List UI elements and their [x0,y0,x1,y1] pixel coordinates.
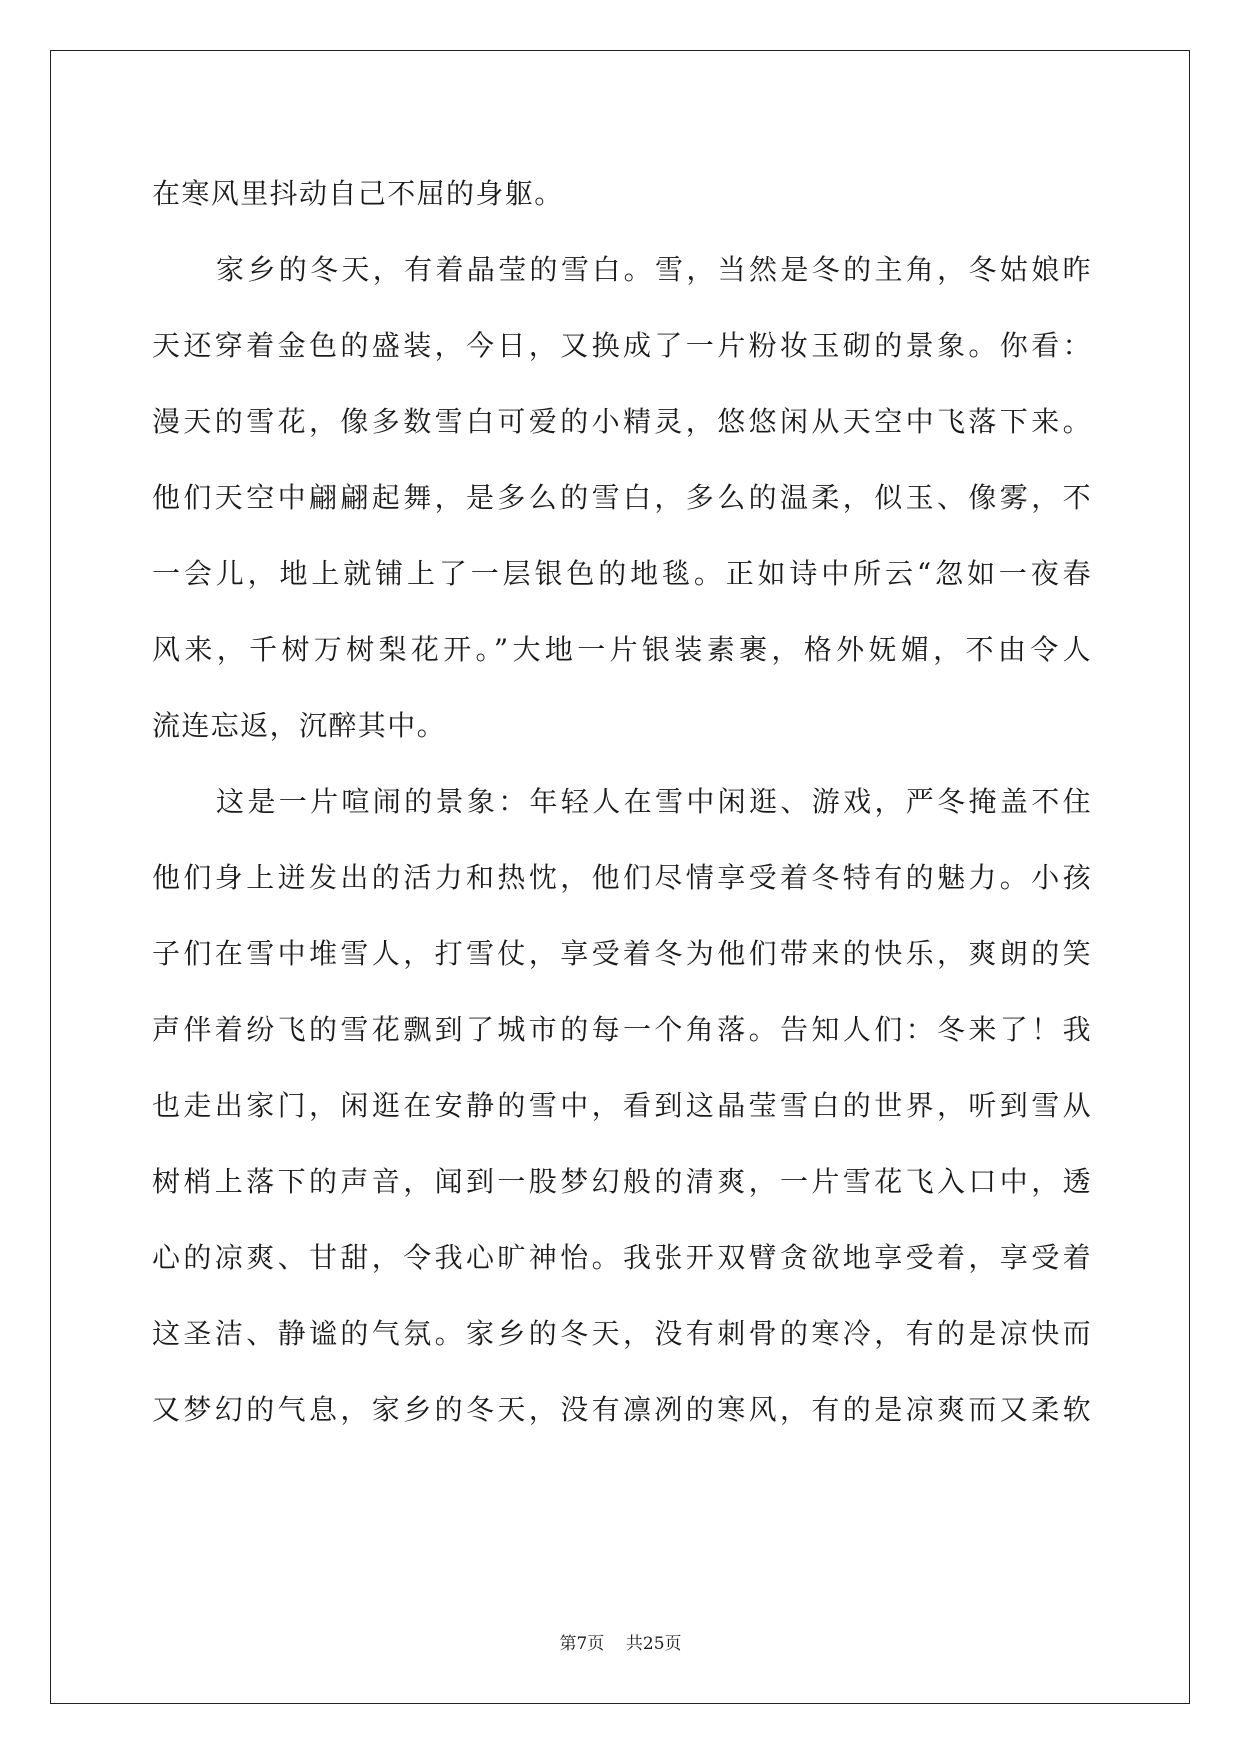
text-line: 漫天的雪花，像多数雪白可爱的小精灵，悠悠闲从天空中飞落下来。 [152,405,1092,438]
text-line: 风来，千树万树梨花开。”大地一片银装素裹，格外妩媚，不由令人 [152,633,1092,666]
text-line: 流连忘返，沉醉其中。 [152,709,447,742]
page-number: 第7页 [559,1634,605,1654]
text-line: 声伴着纷飞的雪花飘到了城市的每一个角落。告知人们：冬来了！我 [152,1013,1092,1046]
text-line: 又梦幻的气息，家乡的冬天，没有凛冽的寒风，有的是凉爽而又柔软 [152,1393,1092,1426]
text-line: 心的凉爽、甘甜，令我心旷神怡。我张开双臂贪欲地享受着，享受着 [152,1241,1092,1274]
text-line: 天还穿着金色的盛装，今日，又换成了一片粉妆玉砌的景象。你看： [152,329,1092,362]
text-line: 在寒风里抖动自己不屈的身躯。 [152,177,564,210]
paragraph-start-line: 这是一片喧闹的景象：年轻人在雪中闲逛、游戏，严冬掩盖不住 [216,785,1092,818]
text-line: 子们在雪中堆雪人，打雪仗，享受着冬为他们带来的快乐，爽朗的笑 [152,937,1092,970]
page-total: 共25页 [625,1634,682,1654]
text-line: 他们身上迸发出的活力和热忱，他们尽情享受着冬特有的魅力。小孩 [152,861,1092,894]
text-line: 树梢上落下的声音，闻到一股梦幻般的清爽，一片雪花飞入口中，透 [152,1165,1092,1198]
paragraph-start-line: 家乡的冬天，有着晶莹的雪白。雪，当然是冬的主角，冬姑娘昨 [216,253,1092,286]
text-line: 也走出家门，闲逛在安静的雪中，看到这晶莹雪白的世界，听到雪从 [152,1089,1092,1122]
text-line: 这圣洁、静谧的气氛。家乡的冬天，没有刺骨的寒冷，有的是凉快而 [152,1317,1092,1350]
text-line: 一会儿，地上就铺上了一层银色的地毯。正如诗中所云“忽如一夜春 [152,557,1092,590]
page-footer [0,1632,1241,1656]
text-line: 他们天空中翩翩起舞，是多么的雪白，多么的温柔，似玉、像雾，不 [152,481,1092,514]
